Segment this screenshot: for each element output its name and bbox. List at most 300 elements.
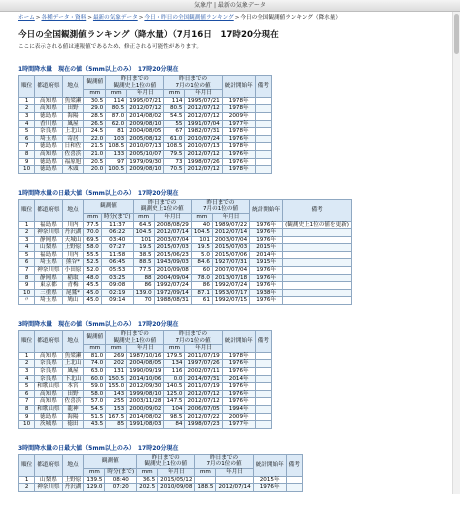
table-cell: 川内 — [62, 251, 84, 259]
breadcrumb-latest-link[interactable]: 最新の気象データ — [92, 15, 138, 21]
table-cell: 2004/08/05 — [127, 360, 164, 368]
header-place: 地点 — [62, 199, 84, 221]
table-cell: 2014/07/31 — [185, 375, 222, 383]
table-cell: 21.5 — [84, 143, 106, 151]
table-cell: 10 — [19, 421, 35, 429]
table-cell: 84 — [164, 421, 185, 429]
table-cell: 2002/07/11 — [185, 368, 222, 376]
table-cell: 1992/07/24 — [212, 282, 249, 290]
table-cell: 1976年 — [250, 282, 283, 290]
header-rank: 順位 — [19, 76, 35, 98]
header-obs: 観測値 — [84, 199, 133, 213]
header-remarks: 備考 — [283, 199, 352, 221]
table-cell: 88.5 — [133, 259, 154, 267]
table-row — [19, 390, 272, 398]
ranking-table — [18, 454, 303, 492]
unit-header: 年月日 — [127, 90, 164, 98]
unit-header: 年月日 — [212, 213, 249, 221]
table-cell: 40 — [191, 221, 212, 229]
table-row — [19, 484, 303, 492]
unit-header: mm — [191, 213, 212, 221]
table-cell — [255, 375, 271, 383]
table-cell: 徳島県 — [35, 413, 62, 421]
table-cell: 1991/08/03 — [127, 421, 164, 429]
table-cell: 179.5 — [164, 352, 185, 360]
unit-header: mm — [84, 90, 106, 98]
table-row — [19, 398, 272, 406]
table-cell: 7 — [19, 398, 35, 406]
table-cell — [255, 97, 271, 105]
breadcrumb-data-link[interactable]: 各種データ・資料 — [41, 15, 87, 21]
table-cell: 2012/09/30 — [127, 383, 164, 391]
table-cell: 1972/09/14 — [154, 289, 191, 297]
table-cell: 86 — [191, 282, 212, 290]
table-cell: 2015/07/06 — [212, 251, 249, 259]
table-cell: 103 — [106, 135, 127, 143]
table-cell: 59.0 — [84, 383, 106, 391]
table-cell: 85 — [106, 421, 127, 429]
table-cell: 2005/10/07 — [127, 150, 164, 158]
table-cell: 5.0 — [191, 251, 212, 259]
table-cell: 徳島県 — [35, 112, 62, 120]
table-cell: 1977年 — [222, 421, 255, 429]
table-row — [19, 143, 272, 151]
table-cell: 1998/07/23 — [185, 421, 222, 429]
table-cell: 静岡県 — [35, 236, 62, 244]
table-cell: 1976年 — [222, 368, 255, 376]
table-cell: 5 — [19, 128, 35, 136]
table-cell: 19.5 — [191, 244, 212, 252]
table-cell: 2010/07/13 — [127, 143, 164, 151]
header-pref: 都道府県 — [35, 199, 62, 221]
table-cell: 9 — [19, 413, 35, 421]
table-cell: 98.5 — [164, 413, 185, 421]
table-cell — [255, 360, 271, 368]
table-cell: 1976年 — [250, 297, 283, 305]
table-cell: 104 — [164, 405, 185, 413]
table-cell: 60 — [191, 267, 212, 275]
table-cell: 佐喜浜 — [62, 398, 84, 406]
table-cell — [255, 143, 271, 151]
table-cell: 1998/07/26 — [185, 158, 222, 166]
table-row — [19, 405, 272, 413]
table-row — [19, 297, 352, 305]
unit-header: 年月日 — [185, 345, 222, 353]
table-cell: 高知県 — [35, 352, 62, 360]
table-cell — [283, 229, 352, 237]
table-cell: 1995/07/21 — [185, 97, 222, 105]
table-cell: 徳島県 — [35, 166, 62, 174]
table-cell: 本宮 — [62, 383, 84, 391]
table-cell: 1989/07/22 — [212, 221, 249, 229]
table-cell: 2015年 — [253, 476, 286, 484]
table-cell: 天城山 — [62, 236, 84, 244]
table-cell — [255, 413, 271, 421]
table-cell: 福島県 — [35, 251, 62, 259]
table-row — [19, 112, 272, 120]
table-cell: 2012/07/14 — [216, 484, 253, 492]
table-cell: 2009/08/10 — [127, 166, 164, 174]
table-cell: 香川県 — [35, 120, 62, 128]
table-cell: 小田原 — [62, 267, 84, 275]
table-cell: 2007/07/04 — [212, 267, 249, 275]
vertical-scrollbar[interactable] — [452, 12, 460, 494]
table-cell — [255, 120, 271, 128]
table-cell: 1987/10/16 — [127, 352, 164, 360]
table-cell: 108.5 — [106, 143, 127, 151]
table-row — [19, 135, 272, 143]
table-row — [19, 244, 352, 252]
table-cell: 2012/07/12 — [185, 112, 222, 120]
table-cell: 87.0 — [106, 112, 127, 120]
table-cell: 63.0 — [84, 368, 106, 376]
table-cell: 22.0 — [84, 135, 106, 143]
table-cell: 2012/07/14 — [212, 229, 249, 237]
table-cell: 78.0 — [191, 274, 212, 282]
table-cell: 上北山 — [62, 360, 84, 368]
table-cell: 269 — [106, 352, 127, 360]
table-cell: 風屋 — [62, 368, 84, 376]
table-row — [19, 476, 303, 484]
table-cell — [255, 390, 271, 398]
table-cell: 43.5 — [84, 421, 106, 429]
table-cell: 高知県 — [35, 390, 62, 398]
table-cell: 埼玉県 — [35, 135, 62, 143]
table-cell: 1915年 — [250, 259, 283, 267]
table-cell: 5 — [19, 383, 35, 391]
table-cell: 1995/07/21 — [127, 97, 164, 105]
table-cell: 2 — [19, 105, 35, 113]
table-cell: 高知県 — [35, 150, 62, 158]
scrollbar-thumb[interactable] — [454, 14, 459, 54]
unit-header: mm — [164, 90, 185, 98]
table-cell: 2012/07/12 — [185, 390, 222, 398]
table-cell: 2012/07/12 — [185, 150, 222, 158]
table-cell: 山梨県 — [35, 244, 62, 252]
table-cell: 77.5 — [84, 221, 101, 229]
header-july_record: 昨日までの 7月の1位の値 — [164, 76, 222, 90]
table-cell: 9 — [19, 282, 35, 290]
table-cell: 84.6 — [191, 259, 212, 267]
unit-header: mm — [84, 345, 106, 353]
table-cell: 2014/10/06 — [127, 375, 164, 383]
table-cell: 1976年 — [222, 360, 255, 368]
table-cell — [283, 289, 352, 297]
table-cell: 1976年 — [222, 135, 255, 143]
table-cell: 10 — [19, 166, 35, 174]
table-row — [19, 289, 352, 297]
table-cell: 58.0 — [84, 390, 106, 398]
table-cell: 2014/08/02 — [127, 112, 164, 120]
table-cell: 寄居 — [62, 135, 84, 143]
table-cell: 140.5 — [164, 383, 185, 391]
table-cell: 70.0 — [84, 229, 101, 237]
table-cell: 55.5 — [84, 251, 101, 259]
table-cell: 1997/07/26 — [185, 360, 222, 368]
table-cell: 1978年 — [222, 105, 255, 113]
table-cell: 69.5 — [84, 236, 101, 244]
table-cell: 1976年 — [250, 229, 283, 237]
table-cell: 2014/08/02 — [127, 413, 164, 421]
table-cell: 143 — [106, 390, 127, 398]
table-cell: 川内 — [62, 221, 84, 229]
table-cell: 奈良県 — [35, 375, 62, 383]
table-cell: 1976年 — [222, 398, 255, 406]
table-cell: 2004/08/05 — [127, 128, 164, 136]
table-cell: 108.5 — [164, 143, 185, 151]
table-row — [19, 267, 352, 275]
table-cell: 高知県 — [35, 97, 62, 105]
table-cell: 1994年 — [222, 405, 255, 413]
header-month_record: 昨日までの 観測史上1位の値 — [133, 199, 191, 213]
table-cell: 153 — [106, 405, 127, 413]
table-cell: 97 — [106, 158, 127, 166]
table-cell: 稲取 — [62, 274, 84, 282]
table-row — [19, 166, 272, 174]
table-cell: 36.5 — [137, 476, 158, 484]
table-cell: 2 — [19, 229, 35, 237]
table-cell: 1977年 — [222, 120, 255, 128]
table-cell: 1 — [19, 352, 35, 360]
table-cell: 2003/07/04 — [212, 236, 249, 244]
breadcrumb-separator: > — [234, 15, 240, 21]
table-cell: 3 — [19, 236, 35, 244]
header-july_record: 昨日までの 7月の1位の値 — [195, 454, 253, 468]
table-cell: 和歌山県 — [35, 405, 62, 413]
table-cell: 1938年 — [250, 289, 283, 297]
table-cell: 4 — [19, 375, 35, 383]
table-cell: 上北山 — [62, 128, 84, 136]
breadcrumb-ranking-link[interactable]: 今日・昨日の全国観測値ランキング — [144, 15, 234, 21]
table-cell: 1953/07/17 — [212, 289, 249, 297]
table-cell: 1943/09/03 — [154, 259, 191, 267]
table-cell: 147.5 — [164, 398, 185, 406]
section-title: 3時間降水量の日最大値（5mm以上のみ） 17時20分現在 — [18, 444, 179, 452]
breadcrumb-separator: > — [35, 15, 41, 21]
table-cell: 2012/07/12 — [185, 398, 222, 406]
table-cell: 1976年 — [250, 267, 283, 275]
table-cell: 74.0 — [84, 360, 106, 368]
table-cell — [283, 244, 352, 252]
table-cell: 77.5 — [133, 267, 154, 275]
table-cell: 167.5 — [106, 413, 127, 421]
table-cell: 下北山 — [62, 375, 84, 383]
ranking-table — [18, 330, 272, 429]
table-cell: 尾鷲* — [62, 289, 84, 297]
table-cell: 155.0 — [106, 383, 127, 391]
table-cell: 26.5 — [84, 120, 106, 128]
section-title: 1時間降水量 現在の値（5mm以上のみ） 17時20分現在 — [18, 66, 179, 73]
table-cell: 139.0 — [133, 289, 154, 297]
header-obs: 観測値 — [84, 331, 106, 345]
table-cell — [283, 259, 352, 267]
table-cell: 05:53 — [101, 267, 133, 275]
table-cell: 80.5 — [164, 105, 185, 113]
table-cell: 上野原 — [62, 244, 84, 252]
table-cell: 134 — [164, 360, 185, 368]
table-cell: 2010/07/24 — [185, 135, 222, 143]
table-row — [19, 150, 272, 158]
table-cell: 48.0 — [84, 274, 101, 282]
table-cell: 2012/07/22 — [185, 413, 222, 421]
header-july_record: 昨日までの 7月の1位の値 — [191, 199, 249, 213]
table-cell: 2014年 — [222, 375, 255, 383]
table-cell: 1978年 — [222, 166, 255, 174]
breadcrumb-home-link[interactable]: ホーム — [18, 15, 35, 21]
table-cell: 24.5 — [84, 128, 106, 136]
table-cell: 29.0 — [84, 105, 106, 113]
table-cell: 丹沢湖 — [62, 484, 84, 492]
breadcrumb-separator: > — [87, 15, 92, 21]
table-cell — [286, 484, 302, 492]
table-cell: 7 — [19, 267, 35, 275]
unit-header: mm — [106, 345, 127, 353]
table-cell: 4 — [19, 244, 35, 252]
table-cell — [216, 476, 253, 484]
table-cell: 6 — [19, 259, 35, 267]
header-rank: 順位 — [19, 454, 35, 476]
table-cell: 奈良県 — [35, 360, 62, 368]
breadcrumb — [18, 14, 448, 23]
table-cell: 101 — [133, 236, 154, 244]
table-cell: 1 — [19, 476, 35, 484]
table-cell: 20.5 — [84, 158, 106, 166]
table-cell: 139.5 — [84, 476, 105, 484]
table-cell: 木頭 — [62, 166, 84, 174]
table-cell: 10 — [19, 289, 35, 297]
table-cell: 131 — [106, 368, 127, 376]
table-cell: 2012/07/14 — [154, 229, 191, 237]
table-cell: 魚梁瀬 — [62, 97, 84, 105]
table-cell — [255, 405, 271, 413]
table-cell: 日和佐 — [62, 143, 84, 151]
table-cell: 佐喜浜 — [62, 150, 84, 158]
unit-header: 年月日 — [127, 345, 164, 353]
ranking-table — [18, 75, 272, 174]
table-cell: 2010/07/13 — [185, 143, 222, 151]
table-cell: 魚梁瀬 — [62, 352, 84, 360]
unit-header: mm — [137, 468, 158, 476]
table-cell: 114 — [164, 97, 185, 105]
table-cell: 101 — [191, 236, 212, 244]
table-cell: 1979/09/30 — [127, 158, 164, 166]
ranking-table — [18, 199, 352, 305]
table-cell: 2009/08/10 — [127, 120, 164, 128]
unit-header: 時分(まで) — [101, 213, 133, 221]
header-pref: 都道府県 — [35, 454, 62, 476]
table-row — [19, 128, 272, 136]
table-cell: 51.5 — [84, 413, 106, 421]
ranking-tables — [18, 64, 448, 492]
header-place: 地点 — [62, 454, 84, 476]
table-cell: 高知県 — [35, 398, 62, 406]
table-row — [19, 375, 272, 383]
unit-header: mm — [133, 213, 154, 221]
table-cell: 81.0 — [84, 352, 106, 360]
table-cell — [255, 398, 271, 406]
header-remarks: 備考 — [286, 454, 302, 476]
table-cell: 3 — [19, 368, 35, 376]
table-cell: 67 — [164, 128, 185, 136]
table-cell: 高知県 — [35, 105, 62, 113]
table-cell — [283, 251, 352, 259]
table-cell — [283, 267, 352, 275]
table-cell: 埼玉県 — [35, 259, 62, 267]
table-cell — [255, 158, 271, 166]
table-cell: 1978年 — [222, 128, 255, 136]
table-cell: 2 — [19, 484, 35, 492]
table-cell: 2010/09/08 — [158, 484, 195, 492]
table-cell: 61 — [191, 297, 212, 305]
table-cell: 07:27 — [101, 244, 133, 252]
table-row — [19, 282, 352, 290]
table-cell: 3 — [19, 112, 35, 120]
table-cell: 2008/08/29 — [154, 221, 191, 229]
table-cell: 1927/07/31 — [212, 259, 249, 267]
table-cell: 08:40 — [105, 476, 137, 484]
table-cell: 125.0 — [164, 390, 185, 398]
header-place: 地点 — [62, 76, 84, 98]
table-cell: 6 — [19, 135, 35, 143]
page-title: 今日の全国観測値ランキング（降水量）（7月16日 17時20分現在 — [18, 30, 279, 40]
table-cell: 88 — [133, 274, 154, 282]
table-cell: 45.5 — [84, 282, 101, 290]
table-cell: 45.0 — [84, 289, 101, 297]
table-cell — [255, 105, 271, 113]
table-cell: 2015/07/03 — [154, 244, 191, 252]
table-cell: 09:14 — [101, 297, 133, 305]
table-cell: 2005/08/12 — [127, 135, 164, 143]
table-cell: 86 — [133, 282, 154, 290]
table-cell: 45.0 — [84, 297, 101, 305]
page-note: ここに表示される値は速報値であるため、修正される可能性があります。 — [18, 44, 202, 50]
table-cell — [286, 476, 302, 484]
table-cell: 55 — [164, 120, 185, 128]
table-cell: 和歌山県 — [35, 383, 62, 391]
table-cell: 2014年 — [250, 251, 283, 259]
section-title: 1時間降水量の日最大値（5mm以上のみ） 17時20分現在 — [18, 189, 179, 197]
window-titlebar: 気象庁 | 最新の気象データ — [0, 0, 460, 12]
table-row — [19, 251, 352, 259]
breadcrumb-current: 今日の全国観測値ランキング（降水量） — [240, 15, 341, 21]
unit-header: mm — [164, 345, 185, 353]
table-row — [19, 360, 272, 368]
table-cell: 2 — [19, 360, 35, 368]
table-cell: 2012/07/12 — [185, 105, 222, 113]
table-cell: 奈良県 — [35, 128, 62, 136]
table-cell: 188.5 — [195, 484, 216, 492]
table-cell: 52.0 — [84, 267, 101, 275]
section-title: 3時間降水量 現在の値（5mm以上のみ） 17時20分現在 — [18, 321, 179, 329]
table-cell: 202 — [106, 360, 127, 368]
table-cell: 1976年 — [250, 236, 283, 244]
table-cell: 79.5 — [164, 150, 185, 158]
table-cell: 〃 — [19, 297, 35, 305]
table-row — [19, 97, 272, 105]
table-cell: 1976年 — [253, 484, 286, 492]
table-cell: (観測史上1位の値を更新) — [283, 221, 352, 229]
table-cell: 06:22 — [101, 229, 133, 237]
table-cell: 1992/07/24 — [154, 282, 191, 290]
header-july_record: 昨日までの 7月の1位の値 — [164, 331, 222, 345]
table-cell: 静岡県 — [35, 274, 62, 282]
table-cell: 1978年 — [222, 97, 255, 105]
table-cell: 1 — [19, 221, 35, 229]
unit-header: 年月日 — [185, 90, 222, 98]
table-cell: 2010/09/08 — [154, 267, 191, 275]
header-start: 統計開始年 — [253, 454, 286, 476]
table-cell — [255, 135, 271, 143]
